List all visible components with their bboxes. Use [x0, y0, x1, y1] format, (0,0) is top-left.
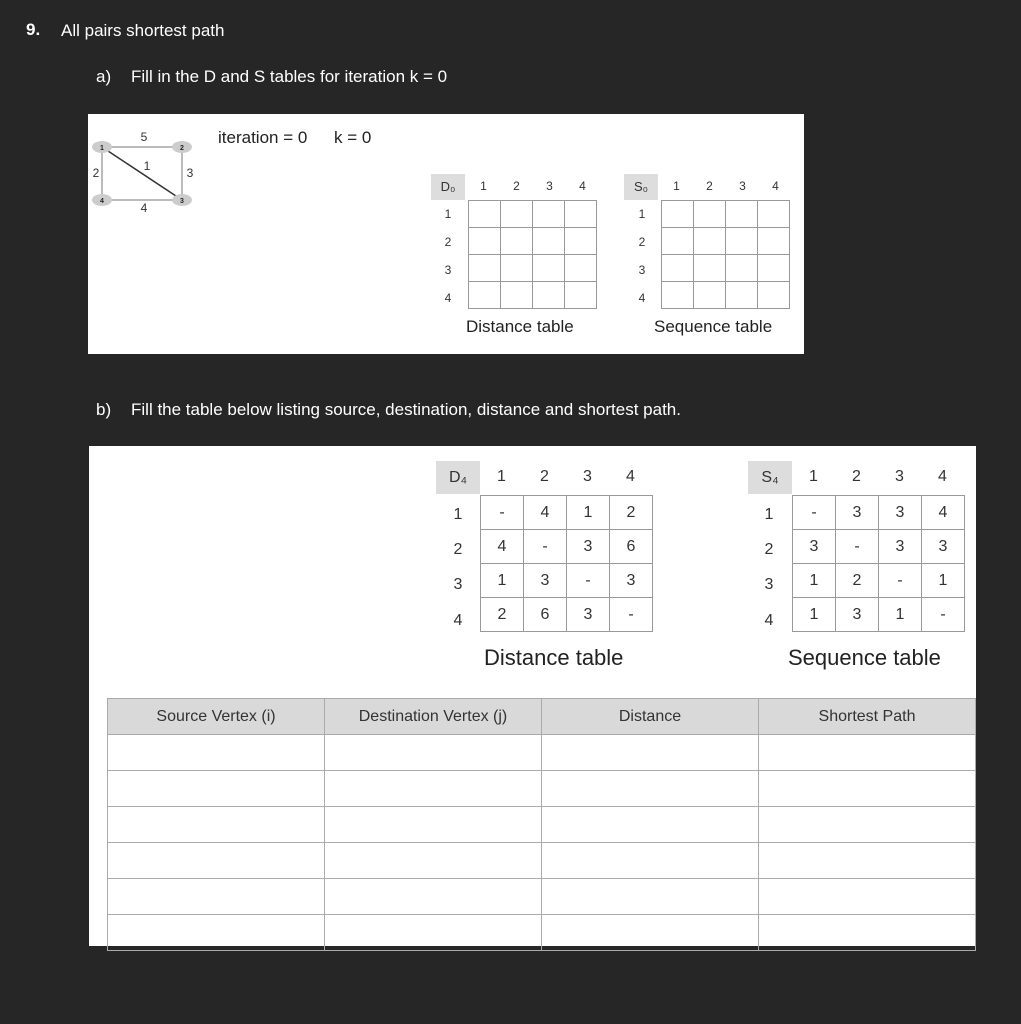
- d0-cell[interactable]: [565, 255, 597, 282]
- s0-cell[interactable]: [726, 255, 758, 282]
- s0-row-2: 2: [638, 235, 646, 249]
- edge-weight-1-2: 5: [140, 130, 148, 144]
- answer-cell[interactable]: [542, 807, 759, 843]
- d0-cell[interactable]: [501, 201, 533, 228]
- s4-row-2: 2: [764, 541, 774, 558]
- graph-diagram: [88, 114, 208, 224]
- d0-cell[interactable]: [469, 228, 501, 255]
- d0-grid[interactable]: [468, 200, 597, 309]
- d4-cell: 3: [567, 598, 610, 632]
- s0-col-3: 3: [739, 179, 746, 193]
- d4-cell: -: [481, 496, 524, 530]
- d4-cell: -: [610, 598, 653, 632]
- answer-header-path: Shortest Path: [759, 699, 976, 735]
- answer-header-destination: Destination Vertex (j): [325, 699, 542, 735]
- d0-cell[interactable]: [501, 255, 533, 282]
- s0-cell[interactable]: [758, 255, 790, 282]
- d4-cell: 1: [567, 496, 610, 530]
- d4-cell: 6: [610, 530, 653, 564]
- d4-row-3: 3: [453, 576, 463, 593]
- edge-weight-1-3: 1: [143, 159, 151, 173]
- s4-cell: 3: [836, 496, 879, 530]
- s4-col-2: 2: [852, 468, 861, 485]
- answer-cell[interactable]: [108, 879, 325, 915]
- answer-cell[interactable]: [542, 843, 759, 879]
- s0-cell[interactable]: [694, 228, 726, 255]
- d0-cell[interactable]: [533, 255, 565, 282]
- part-a-label: a): [96, 67, 112, 86]
- answer-cell[interactable]: [759, 771, 976, 807]
- d4-caption: Distance table: [484, 645, 624, 670]
- d4-col-1: 1: [497, 468, 506, 485]
- answer-cell[interactable]: [759, 843, 976, 879]
- d4-row-1: 1: [453, 506, 463, 523]
- s4-cell: 1: [879, 598, 922, 632]
- svg-text:4: 4: [100, 198, 104, 205]
- answer-header-distance: Distance: [542, 699, 759, 735]
- answer-cell[interactable]: [325, 843, 542, 879]
- d4-row-2: 2: [453, 541, 463, 558]
- d0-row-1: 1: [444, 207, 452, 221]
- d0-col-3: 3: [546, 179, 553, 193]
- table-row: [108, 843, 976, 879]
- answer-cell[interactable]: [542, 915, 759, 951]
- part-a-instructions: Fill in the D and S tables for iteration k = 0: [131, 67, 448, 86]
- s4-cell: -: [922, 598, 965, 632]
- s0-cell[interactable]: [662, 228, 694, 255]
- answer-cell[interactable]: [108, 843, 325, 879]
- d0-cell[interactable]: [469, 255, 501, 282]
- s4-cell: -: [793, 496, 836, 530]
- d4-cell: 3: [610, 564, 653, 598]
- answer-cell[interactable]: [108, 915, 325, 951]
- s4-row-3: 3: [764, 576, 774, 593]
- d4-cell: -: [567, 564, 610, 598]
- s4-cell: 1: [922, 564, 965, 598]
- d0-col-4: 4: [579, 179, 586, 193]
- part-b-label: b): [96, 400, 112, 419]
- answer-cell[interactable]: [108, 807, 325, 843]
- s0-cell[interactable]: [694, 201, 726, 228]
- s0-cell[interactable]: [662, 282, 694, 309]
- d4-grid: [480, 495, 653, 632]
- s4-col-1: 1: [809, 468, 818, 485]
- d0-row-3: 3: [444, 263, 452, 277]
- edge-weight-1-4: 2: [92, 166, 100, 180]
- d0-cell[interactable]: [565, 228, 597, 255]
- table-row: [108, 915, 976, 951]
- answer-header-source: Source Vertex (i): [108, 699, 325, 735]
- d4-header: D₄: [436, 461, 480, 494]
- d0-cell[interactable]: [501, 228, 533, 255]
- s4-cell: 3: [793, 530, 836, 564]
- d0-col-2: 2: [513, 179, 520, 193]
- s4-cell: 1: [793, 564, 836, 598]
- answer-cell[interactable]: [325, 735, 542, 771]
- d0-cell[interactable]: [565, 201, 597, 228]
- answer-cell[interactable]: [325, 915, 542, 951]
- s4-grid: [792, 495, 965, 632]
- table-row: [108, 879, 976, 915]
- s0-row-4: 4: [638, 291, 646, 305]
- question-title: All pairs shortest path: [61, 21, 225, 40]
- s4-cell: 3: [879, 496, 922, 530]
- s0-grid[interactable]: [661, 200, 790, 309]
- graph-node-2: [172, 141, 192, 153]
- answer-cell[interactable]: [542, 879, 759, 915]
- answer-cell[interactable]: [759, 735, 976, 771]
- question-number: 9.: [26, 20, 41, 39]
- d0-row-4: 4: [444, 291, 452, 305]
- s0-row-3: 3: [638, 263, 646, 277]
- d0-cell[interactable]: [533, 282, 565, 309]
- svg-text:3: 3: [180, 198, 184, 205]
- s0-cell[interactable]: [662, 201, 694, 228]
- s4-cell: 3: [836, 598, 879, 632]
- s4-cell: 3: [879, 530, 922, 564]
- answer-cell[interactable]: [108, 735, 325, 771]
- s4-row-4: 4: [764, 612, 774, 629]
- d4-cell: 2: [610, 496, 653, 530]
- d0-caption: Distance table: [466, 317, 574, 336]
- s4-cell: 3: [922, 530, 965, 564]
- s0-cell[interactable]: [726, 201, 758, 228]
- d4-cell: 4: [524, 496, 567, 530]
- graph-node-4: [92, 194, 112, 206]
- s4-cell: 1: [793, 598, 836, 632]
- s4-header: S₄: [748, 461, 792, 494]
- d4-cell: 6: [524, 598, 567, 632]
- d0-cell[interactable]: [469, 201, 501, 228]
- d4-col-3: 3: [583, 468, 592, 485]
- table-row: [108, 735, 976, 771]
- part-b-image: [89, 446, 976, 946]
- d0-row-2: 2: [444, 235, 452, 249]
- answer-table: [107, 698, 976, 951]
- answer-cell[interactable]: [325, 807, 542, 843]
- s4-cell: -: [836, 530, 879, 564]
- s0-col-4: 4: [772, 179, 779, 193]
- d4-col-2: 2: [540, 468, 549, 485]
- d0-cell[interactable]: [533, 201, 565, 228]
- s0-row-1: 1: [638, 207, 646, 221]
- answer-cell[interactable]: [759, 879, 976, 915]
- edge-weight-2-3: 3: [186, 166, 194, 180]
- answer-cell[interactable]: [759, 915, 976, 951]
- s0-cell[interactable]: [694, 255, 726, 282]
- d0-header: D₀: [431, 174, 465, 200]
- answer-cell[interactable]: [108, 771, 325, 807]
- s4-cell: 2: [836, 564, 879, 598]
- answer-cell[interactable]: [542, 735, 759, 771]
- d0-cell[interactable]: [533, 228, 565, 255]
- s0-col-2: 2: [706, 179, 713, 193]
- s0-cell[interactable]: [726, 228, 758, 255]
- answer-cell[interactable]: [325, 879, 542, 915]
- d0-cell[interactable]: [469, 282, 501, 309]
- s4-cell: -: [879, 564, 922, 598]
- d4-cell: 1: [481, 564, 524, 598]
- graph-node-3: [172, 194, 192, 206]
- k-label: k = 0: [334, 128, 372, 147]
- answer-cell[interactable]: [542, 771, 759, 807]
- svg-text:2: 2: [180, 145, 184, 152]
- s0-col-1: 1: [673, 179, 680, 193]
- d0-col-1: 1: [480, 179, 487, 193]
- s4-col-3: 3: [895, 468, 904, 485]
- edge-weight-4-3: 4: [140, 201, 148, 215]
- iteration-label: iteration = 0: [218, 128, 308, 147]
- svg-text:1: 1: [100, 145, 104, 152]
- s4-col-4: 4: [938, 468, 947, 485]
- part-b-instructions: Fill the table below listing source, destination, distance and shortest path.: [131, 400, 681, 419]
- s4-row-1: 1: [764, 506, 774, 523]
- d0-cell[interactable]: [501, 282, 533, 309]
- s0-caption: Sequence table: [654, 317, 773, 336]
- d4-cell: 3: [567, 530, 610, 564]
- d4-cell: -: [524, 530, 567, 564]
- answer-cell[interactable]: [759, 807, 976, 843]
- part-a-image: [88, 114, 804, 354]
- d4-row-4: 4: [453, 612, 463, 629]
- d4-cell: 3: [524, 564, 567, 598]
- d4-cell: 4: [481, 530, 524, 564]
- graph-node-1: [92, 141, 112, 153]
- s0-cell[interactable]: [694, 282, 726, 309]
- d0-cell[interactable]: [565, 282, 597, 309]
- s4-caption: Sequence table: [788, 645, 941, 670]
- d4-cell: 2: [481, 598, 524, 632]
- s0-cell[interactable]: [758, 282, 790, 309]
- s0-cell[interactable]: [758, 201, 790, 228]
- d4-col-4: 4: [626, 468, 635, 485]
- table-row: [108, 771, 976, 807]
- s0-cell[interactable]: [726, 282, 758, 309]
- answer-cell[interactable]: [325, 771, 542, 807]
- s4-cell: 4: [922, 496, 965, 530]
- s0-header: S₀: [624, 174, 658, 200]
- s0-cell[interactable]: [758, 228, 790, 255]
- table-row: [108, 807, 976, 843]
- s0-cell[interactable]: [662, 255, 694, 282]
